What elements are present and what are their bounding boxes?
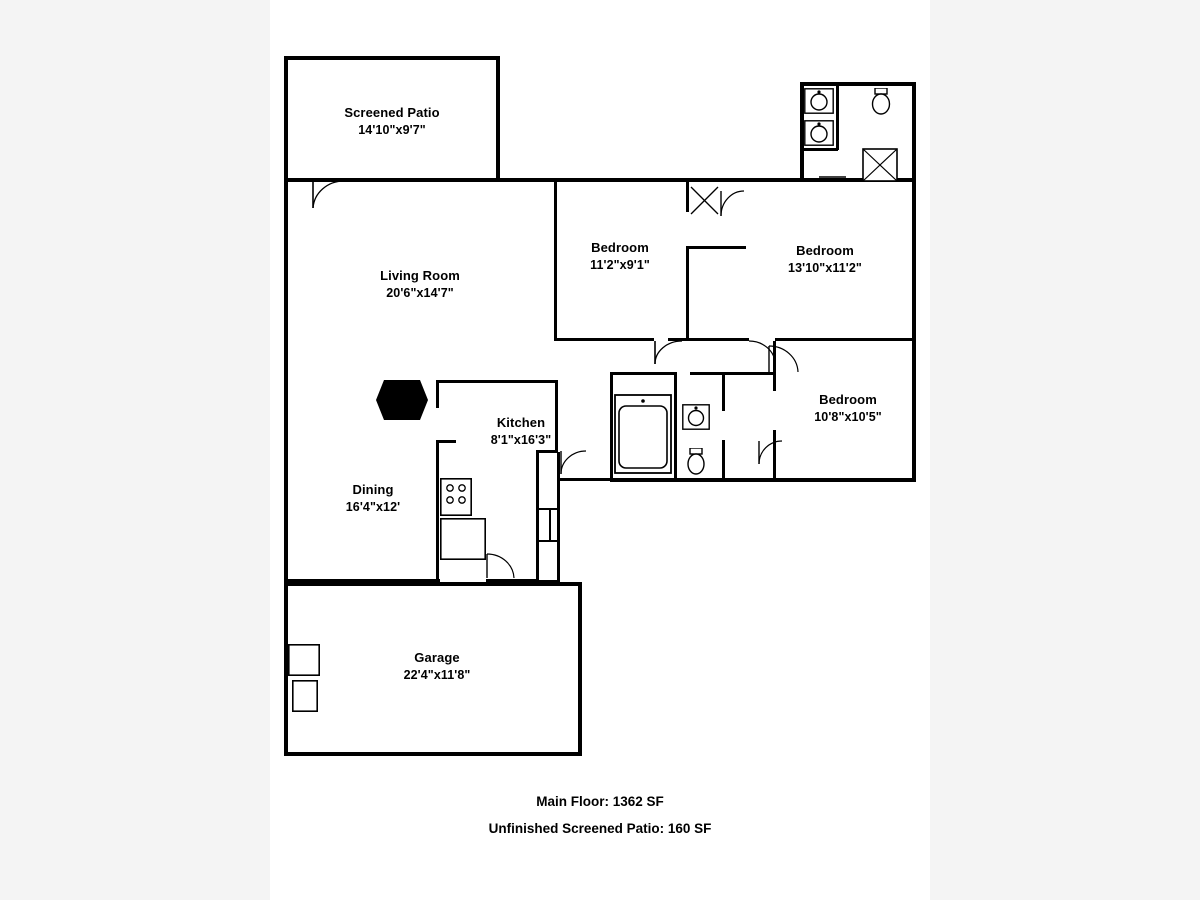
room-label-bedroom-2 [760, 243, 890, 276]
wall-right-exterior [912, 178, 916, 482]
door-upper-right [818, 176, 848, 192]
door-hall-closet [768, 344, 800, 374]
wall-bedroom2-bottom-2 [775, 338, 916, 341]
wall-bath-divider-v3 [722, 440, 725, 482]
wall-hall-vertical-a [686, 182, 689, 212]
room-label-bedroom-1 [555, 240, 685, 273]
door-bedroom2-closet [720, 190, 746, 218]
room-dims-garage: 22'4"x11'8" [403, 667, 471, 682]
wall-laundry-mid [549, 508, 551, 540]
room-dims-living-room: 20'6"x14'7" [386, 285, 454, 300]
room-dims-screened-patio: 14'10"x9'7" [358, 122, 426, 137]
range-stove [440, 478, 472, 516]
wall-patio-right [496, 56, 500, 182]
wall-bath-left [610, 372, 613, 482]
water-heater [288, 644, 320, 676]
wall-garage-upper-right [578, 582, 582, 592]
room-name-bedroom-3: Bedroom [819, 392, 877, 407]
wall-patio-top [284, 56, 500, 60]
room-label-dining [308, 482, 438, 515]
bathtub [614, 394, 672, 474]
shower-upper [862, 148, 898, 182]
wall-laundry-bottom [539, 540, 560, 542]
wall-bath-top-2 [690, 372, 776, 375]
wall-utility-shelf [800, 148, 838, 151]
room-name-garage: Garage [414, 650, 460, 665]
toilet-main [684, 448, 708, 478]
room-dims-kitchen: 8'1"x16'3" [490, 432, 552, 447]
door-patio [312, 180, 346, 210]
room-label-screened-patio [322, 105, 462, 138]
wall-garage-bottom [284, 752, 582, 756]
room-dims-bedroom-3: 10'8"x10'5" [814, 409, 882, 424]
wall-left-exterior [284, 178, 288, 582]
wall-hall-pantry-left [536, 450, 539, 582]
wall-hall-to-wing [558, 478, 612, 481]
wall-kitchen-left [436, 380, 439, 408]
wall-utility-divider [836, 82, 839, 150]
wall-kitchen-top [436, 380, 558, 383]
wall-bath-divider-v [674, 372, 677, 482]
door-garage-entry [486, 552, 516, 580]
footer-patio-area: Unfinished Screened Patio: 160 SF [488, 821, 712, 836]
room-dims-bedroom-1: 11'2"x9'1" [590, 257, 650, 272]
vanity-sink-upper-2 [804, 120, 834, 146]
toilet-upper [868, 88, 894, 118]
footer-main-floor: Main Floor: 1362 SF [536, 794, 664, 809]
room-dims-bedroom-2: 13'10"x11'2" [788, 260, 862, 275]
wall-hall-vertical-b [686, 248, 689, 340]
kitchen-island [368, 380, 436, 420]
room-label-living-room [350, 268, 490, 301]
wall-patio-left [284, 56, 288, 182]
wall-bath-divider-v2 [722, 375, 725, 411]
room-name-dining: Dining [352, 482, 394, 497]
door-bedroom3 [758, 440, 784, 466]
room-name-kitchen: Kitchen [496, 415, 546, 430]
wall-bath-top [610, 372, 674, 375]
wall-hall-horizontal [686, 246, 746, 249]
wall-kitchen-counter-cap [436, 440, 456, 443]
wall-kitchen-right-lower [536, 450, 558, 453]
floor-plan-drawing [270, 0, 930, 900]
room-label-bedroom-3 [783, 392, 913, 425]
vanity-sink-upper [804, 88, 834, 114]
room-name-screened-patio: Screened Patio [344, 105, 440, 120]
room-name-living-room: Living Room [380, 268, 460, 283]
washer-dryer [292, 680, 318, 712]
door-bath [560, 450, 588, 476]
wall-upper-right-top [800, 82, 916, 86]
wall-bedroom2-bottom [689, 338, 749, 341]
sink-main [682, 404, 710, 430]
wall-bedroom1-bottom [554, 338, 654, 341]
door-closet-bedroom1 [690, 186, 720, 216]
wall-bedroom-wing-bottom [610, 478, 916, 482]
door-bedroom1 [654, 340, 684, 366]
wall-garage-right [578, 582, 582, 756]
room-label-garage [372, 650, 502, 683]
wall-upper-right-right [912, 82, 916, 182]
refrigerator [440, 518, 486, 560]
wall-dining-bottom [284, 579, 440, 583]
room-dims-dining: 16'4"x12' [345, 499, 401, 514]
room-name-bedroom-2: Bedroom [796, 243, 854, 258]
floor-plan-sheet [270, 0, 930, 900]
wall-hall-pantry-bottom [536, 580, 560, 583]
room-name-bedroom-1: Bedroom [591, 240, 649, 255]
room-label-kitchen [456, 415, 586, 448]
